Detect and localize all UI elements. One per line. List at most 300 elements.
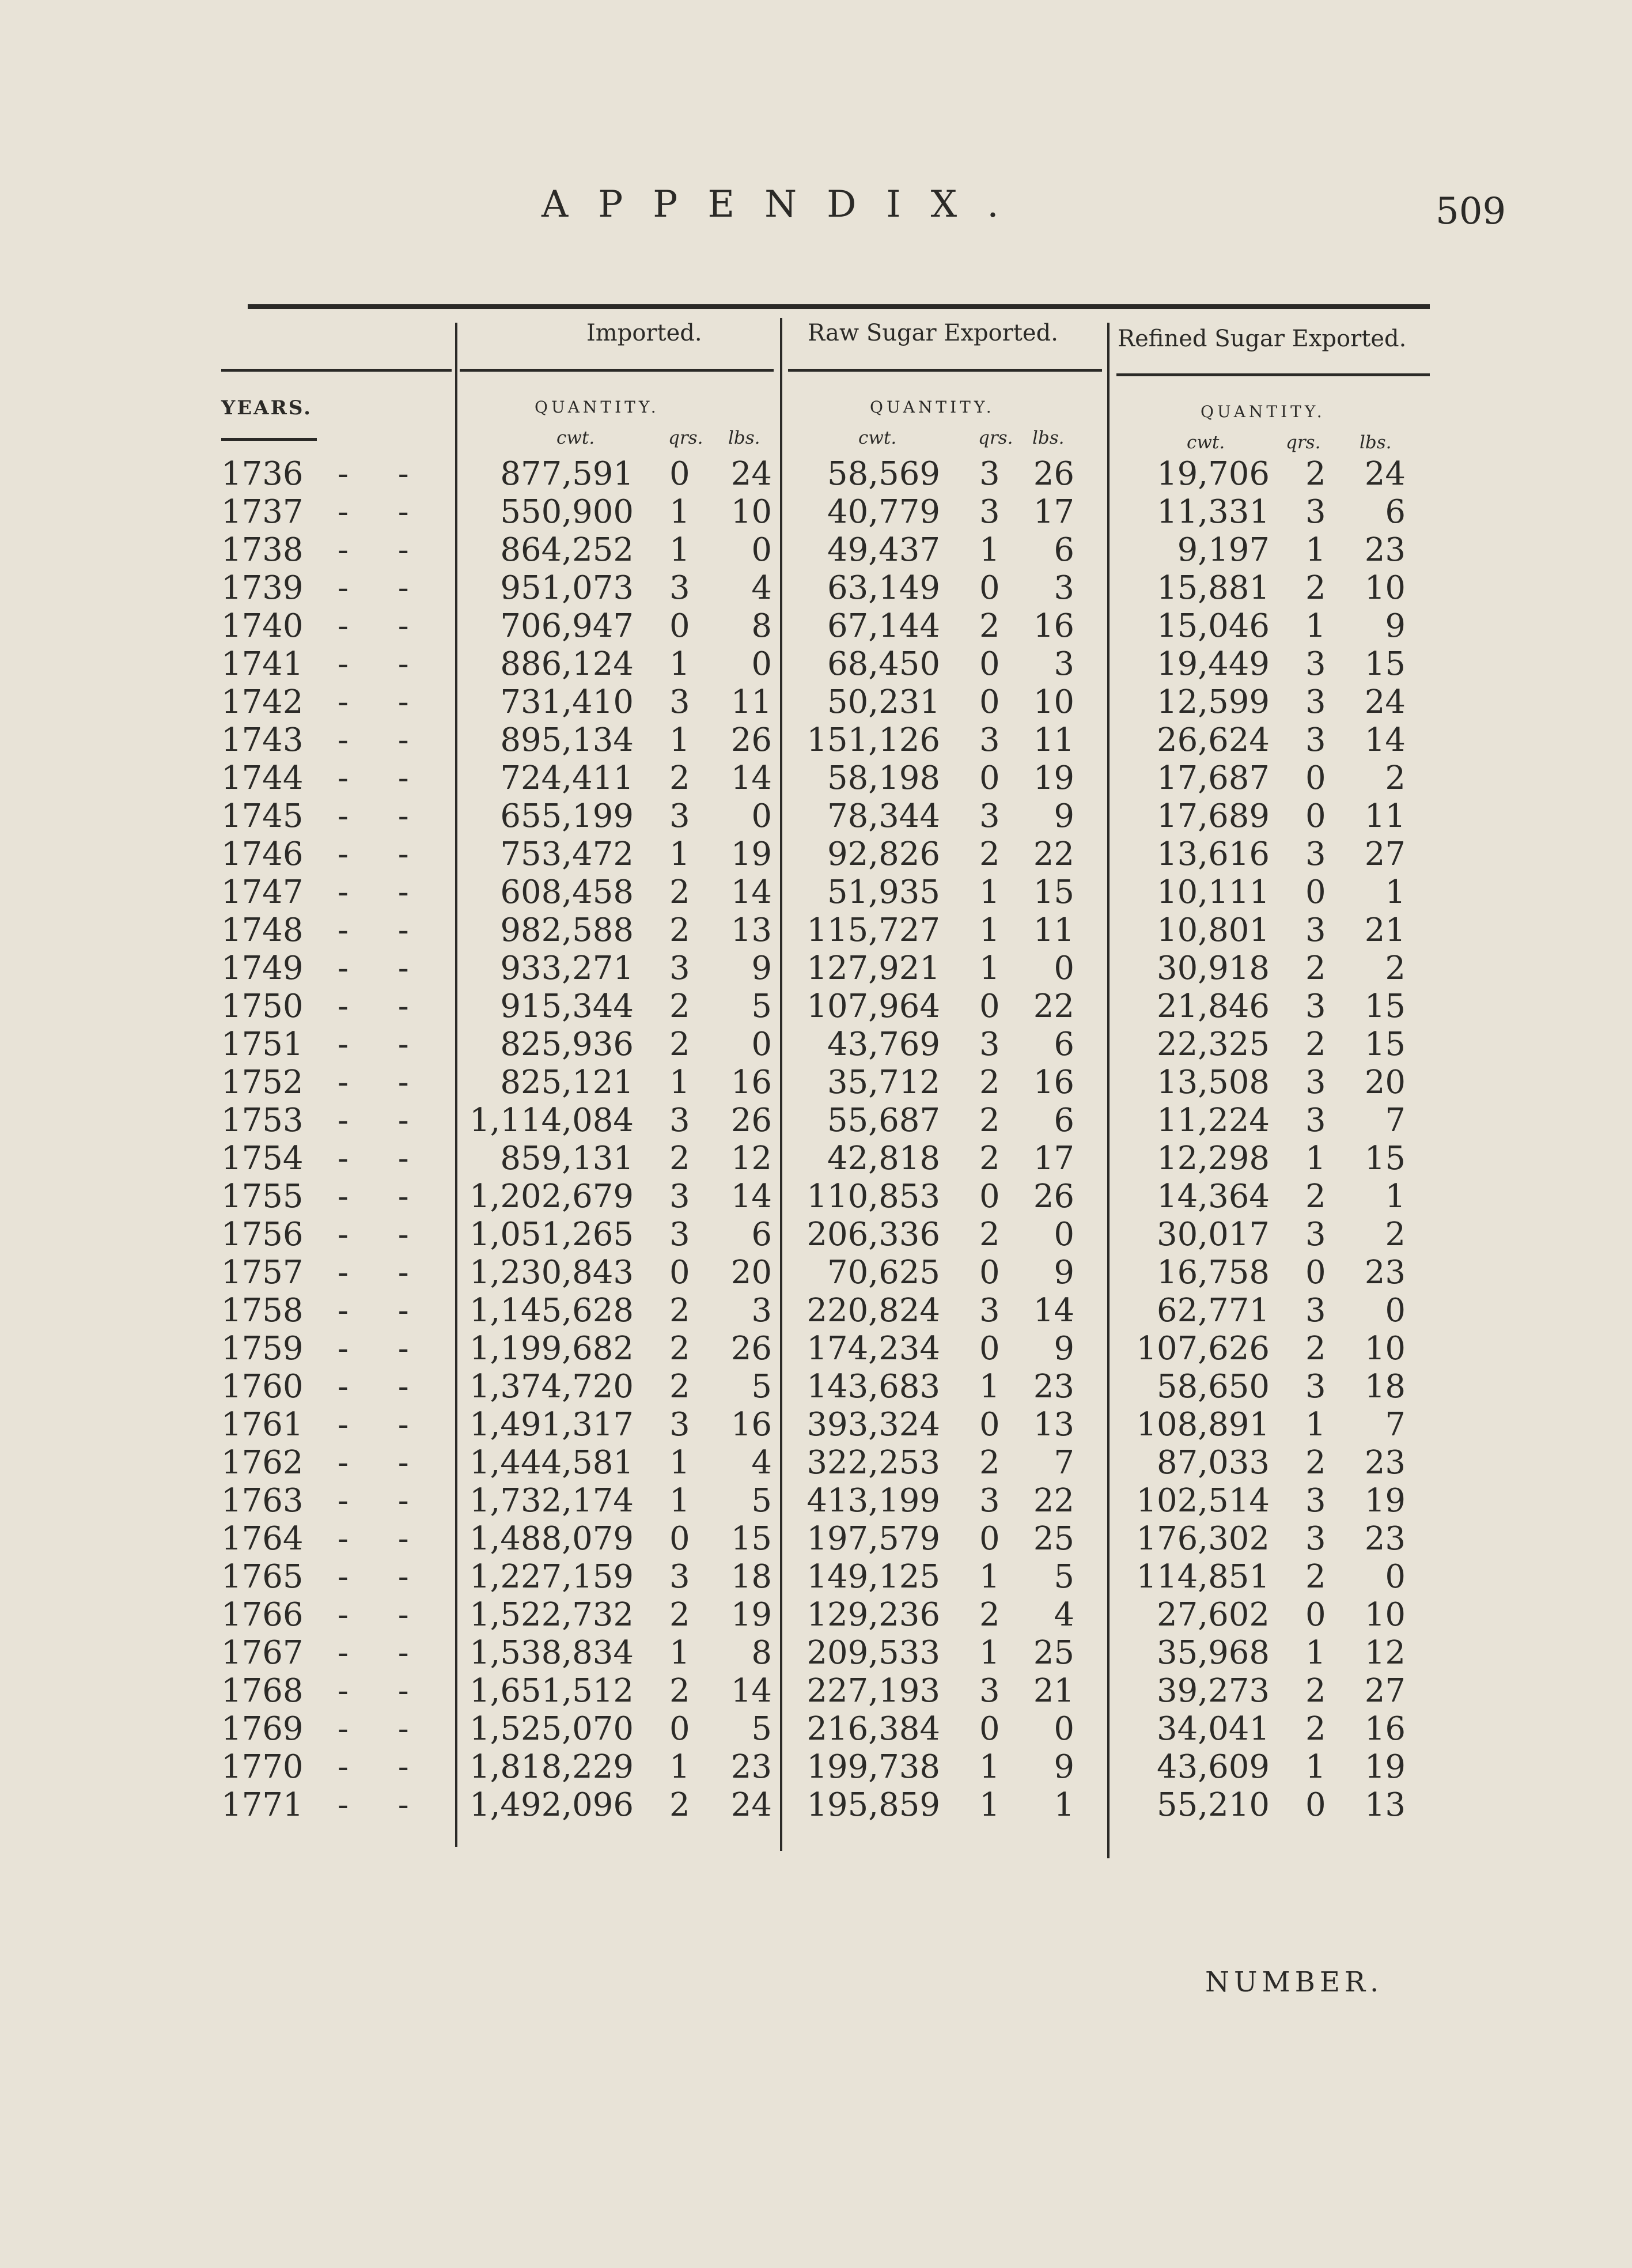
raw-cwt-cell: 110,853: [806, 1178, 940, 1215]
raw-cwt-cell: 209,533: [806, 1634, 940, 1672]
refined-qrs-cell: 2: [1305, 1444, 1326, 1481]
refined-qrs-cell: 3: [1305, 1368, 1326, 1405]
imported-cwt-cell: 1,818,229: [469, 1748, 634, 1786]
imported-qrs-cell: 0: [669, 1254, 690, 1291]
imported-lbs-cell: 8: [751, 607, 772, 645]
refined-cwt-cell: 19,449: [1157, 645, 1270, 683]
refined-lbs-cell: 10: [1364, 1330, 1406, 1367]
year-cell: 1740: [221, 607, 304, 645]
year-cell: 1762: [221, 1444, 304, 1481]
refined-lbs-cell: 0: [1385, 1558, 1406, 1596]
refined-cwt-cell: 13,616: [1157, 836, 1270, 873]
imported-qrs-cell: 2: [669, 1292, 690, 1329]
ditto-cell: - -: [338, 607, 429, 645]
refined-qrs-cell: 3: [1305, 721, 1326, 759]
refined-cwt-cell: 27,602: [1157, 1596, 1270, 1634]
unit-cwt-imported: cwt.: [556, 428, 595, 448]
imported-lbs-cell: 0: [751, 797, 772, 835]
raw-lbs-cell: 14: [1033, 1292, 1074, 1329]
refined-lbs-cell: 23: [1364, 1444, 1406, 1481]
refined-qrs-cell: 2: [1305, 1710, 1326, 1748]
imported-lbs-cell: 8: [751, 1634, 772, 1672]
page-title: APPENDIX.: [542, 183, 1029, 226]
refined-cwt-cell: 114,851: [1136, 1558, 1270, 1596]
refined-lbs-cell: 24: [1364, 683, 1406, 721]
raw-cwt-cell: 174,234: [806, 1330, 940, 1367]
raw-lbs-cell: 11: [1033, 721, 1074, 759]
refined-qrs-cell: 1: [1305, 531, 1326, 569]
refined-cwt-cell: 11,224: [1157, 1102, 1270, 1139]
year-cell: 1763: [221, 1482, 304, 1519]
raw-qrs-cell: 1: [979, 1748, 1000, 1786]
raw-qrs-cell: 3: [979, 1292, 1000, 1329]
refined-cwt-cell: 13,508: [1157, 1064, 1270, 1101]
raw-qrs-cell: 0: [979, 645, 1000, 683]
raw-lbs-cell: 1: [1054, 1786, 1074, 1824]
ditto-cell: - -: [338, 759, 429, 797]
ditto-cell: - -: [338, 721, 429, 759]
refined-cwt-cell: 22,325: [1157, 1026, 1270, 1063]
raw-qrs-cell: 2: [979, 1140, 1000, 1177]
refined-qrs-cell: 2: [1305, 950, 1326, 987]
refined-qrs-cell: 2: [1305, 1026, 1326, 1063]
refined-cwt-cell: 35,968: [1157, 1634, 1270, 1672]
ditto-cell: - -: [338, 645, 429, 683]
refined-lbs-cell: 10: [1364, 1596, 1406, 1634]
raw-cwt-cell: 55,687: [827, 1102, 940, 1139]
unit-lbs-imported: lbs.: [728, 428, 760, 448]
raw-lbs-cell: 26: [1033, 1178, 1074, 1215]
raw-cwt-cell: 227,193: [806, 1672, 940, 1710]
ditto-cell: - -: [338, 1672, 429, 1710]
ditto-cell: - -: [338, 950, 429, 987]
imported-cwt-cell: 1,522,732: [469, 1596, 634, 1634]
ditto-cell: - -: [338, 1596, 429, 1634]
table-row: [0, 1596, 1632, 1634]
refined-lbs-cell: 21: [1364, 912, 1406, 949]
imported-cwt-cell: 1,230,843: [469, 1254, 634, 1291]
imported-cwt-cell: 1,374,720: [469, 1368, 634, 1405]
refined-qrs-cell: 0: [1305, 1786, 1326, 1824]
raw-qrs-cell: 0: [979, 569, 1000, 607]
imported-lbs-cell: 0: [751, 531, 772, 569]
table-row: [0, 645, 1632, 683]
table-row: [0, 1216, 1632, 1254]
refined-lbs-cell: 15: [1364, 1026, 1406, 1063]
ditto-cell: - -: [338, 797, 429, 835]
table-row: [0, 1406, 1632, 1444]
imported-lbs-cell: 26: [730, 1102, 772, 1139]
imported-qrs-cell: 0: [669, 1520, 690, 1558]
refined-lbs-cell: 20: [1364, 1064, 1406, 1101]
ditto-cell: - -: [338, 1748, 429, 1786]
refined-qrs-cell: 3: [1305, 1102, 1326, 1139]
imported-lbs-cell: 13: [730, 912, 772, 949]
raw-lbs-cell: 16: [1033, 607, 1074, 645]
imported-lbs-cell: 16: [730, 1064, 772, 1101]
table-row: [0, 836, 1632, 874]
raw-lbs-cell: 16: [1033, 1064, 1074, 1101]
ditto-cell: - -: [338, 1140, 429, 1177]
imported-lbs-cell: 0: [751, 1026, 772, 1063]
refined-qrs-cell: 3: [1305, 1064, 1326, 1101]
refined-qrs-cell: 2: [1305, 1178, 1326, 1215]
ditto-cell: - -: [338, 1292, 429, 1329]
refined-cwt-cell: 34,041: [1157, 1710, 1270, 1748]
imported-cwt-cell: 1,488,079: [469, 1520, 634, 1558]
imported-cwt-cell: 1,491,317: [469, 1406, 634, 1443]
refined-cwt-cell: 176,302: [1136, 1520, 1270, 1558]
imported-qrs-cell: 1: [669, 1748, 690, 1786]
table-row: [0, 683, 1632, 721]
unit-qrs-raw: qrs.: [978, 428, 1013, 448]
raw-lbs-cell: 5: [1054, 1558, 1074, 1596]
imported-qrs-cell: 3: [669, 1102, 690, 1139]
raw-cwt-cell: 143,683: [806, 1368, 940, 1405]
imported-cwt-cell: 982,588: [500, 912, 634, 949]
ditto-cell: - -: [338, 1026, 429, 1063]
refined-lbs-cell: 27: [1364, 1672, 1406, 1710]
year-cell: 1754: [221, 1140, 304, 1177]
refined-lbs-cell: 11: [1364, 797, 1406, 835]
imported-qrs-cell: 3: [669, 950, 690, 987]
table-row: [0, 607, 1632, 645]
ditto-cell: - -: [338, 569, 429, 607]
ditto-cell: - -: [338, 1330, 429, 1367]
table-row: [0, 797, 1632, 836]
year-cell: 1770: [221, 1748, 304, 1786]
table-row: [0, 950, 1632, 988]
ditto-cell: - -: [338, 912, 429, 949]
raw-qrs-cell: 3: [979, 1672, 1000, 1710]
imported-qrs-cell: 0: [669, 1710, 690, 1748]
refined-cwt-cell: 55,210: [1157, 1786, 1270, 1824]
table-row: [0, 1748, 1632, 1786]
refined-qrs-cell: 3: [1305, 1292, 1326, 1329]
table-row: [0, 1292, 1632, 1330]
raw-lbs-cell: 10: [1033, 683, 1074, 721]
imported-cwt-cell: 1,199,682: [469, 1330, 634, 1367]
refined-lbs-cell: 10: [1364, 569, 1406, 607]
imported-cwt-cell: 731,410: [500, 683, 634, 721]
ditto-cell: - -: [338, 1368, 429, 1405]
refined-qrs-cell: 3: [1305, 645, 1326, 683]
raw-cwt-cell: 67,144: [827, 607, 940, 645]
raw-lbs-cell: 11: [1033, 912, 1074, 949]
raw-lbs-cell: 9: [1054, 797, 1074, 835]
year-cell: 1739: [221, 569, 304, 607]
table-row: [0, 569, 1632, 607]
raw-cwt-cell: 220,824: [806, 1292, 940, 1329]
raw-cwt-cell: 40,779: [827, 493, 940, 531]
imported-cwt-cell: 915,344: [500, 988, 634, 1025]
imported-lbs-cell: 14: [730, 1178, 772, 1215]
raw-cwt-cell: 58,569: [827, 455, 940, 493]
raw-cwt-cell: 393,324: [806, 1406, 940, 1443]
ditto-cell: - -: [338, 1102, 429, 1139]
table-row: [0, 721, 1632, 759]
imported-qrs-cell: 0: [669, 607, 690, 645]
refined-qrs-cell: 3: [1305, 493, 1326, 531]
refined-cwt-cell: 30,017: [1157, 1216, 1270, 1253]
year-cell: 1743: [221, 721, 304, 759]
imported-qrs-cell: 1: [669, 645, 690, 683]
year-cell: 1759: [221, 1330, 304, 1367]
raw-qrs-cell: 2: [979, 1102, 1000, 1139]
raw-cwt-cell: 92,826: [827, 836, 940, 873]
header-rule-refined: [1116, 373, 1430, 376]
refined-lbs-cell: 7: [1385, 1406, 1406, 1443]
ditto-cell: - -: [338, 1444, 429, 1481]
refined-cwt-cell: 11,331: [1157, 493, 1270, 531]
raw-lbs-cell: 22: [1033, 988, 1074, 1025]
raw-cwt-cell: 129,236: [806, 1596, 940, 1634]
refined-lbs-cell: 19: [1364, 1482, 1406, 1519]
refined-cwt-cell: 15,881: [1157, 569, 1270, 607]
imported-cwt-cell: 655,199: [500, 797, 634, 835]
ditto-cell: - -: [338, 1254, 429, 1291]
raw-lbs-cell: 3: [1054, 569, 1074, 607]
raw-lbs-cell: 4: [1054, 1596, 1074, 1634]
raw-cwt-cell: 70,625: [827, 1254, 940, 1291]
imported-cwt-cell: 825,936: [500, 1026, 634, 1063]
raw-lbs-cell: 22: [1033, 836, 1074, 873]
table-row: [0, 988, 1632, 1026]
refined-cwt-cell: 30,918: [1157, 950, 1270, 987]
refined-cwt-cell: 87,033: [1157, 1444, 1270, 1481]
refined-cwt-cell: 58,650: [1157, 1368, 1270, 1405]
raw-cwt-cell: 149,125: [806, 1558, 940, 1596]
raw-qrs-cell: 2: [979, 836, 1000, 873]
ditto-cell: - -: [338, 531, 429, 569]
raw-cwt-cell: 50,231: [827, 683, 940, 721]
raw-qrs-cell: 1: [979, 912, 1000, 949]
raw-cwt-cell: 78,344: [827, 797, 940, 835]
raw-cwt-cell: 206,336: [806, 1216, 940, 1253]
imported-qrs-cell: 0: [669, 455, 690, 493]
raw-lbs-cell: 13: [1033, 1406, 1074, 1443]
imported-cwt-cell: 550,900: [500, 493, 634, 531]
table-row: [0, 1064, 1632, 1102]
refined-lbs-cell: 14: [1364, 721, 1406, 759]
imported-qrs-cell: 2: [669, 1368, 690, 1405]
refined-cwt-cell: 26,624: [1157, 721, 1270, 759]
imported-cwt-cell: 886,124: [500, 645, 634, 683]
imported-cwt-cell: 1,651,512: [469, 1672, 634, 1710]
raw-lbs-cell: 3: [1054, 645, 1074, 683]
raw-cwt-cell: 115,727: [806, 912, 940, 949]
imported-lbs-cell: 20: [730, 1254, 772, 1291]
refined-qrs-cell: 1: [1305, 1748, 1326, 1786]
raw-lbs-cell: 21: [1033, 1672, 1074, 1710]
ditto-cell: - -: [338, 1178, 429, 1215]
raw-lbs-cell: 23: [1033, 1368, 1074, 1405]
refined-cwt-cell: 17,687: [1157, 759, 1270, 797]
year-cell: 1745: [221, 797, 304, 835]
header-rule-years: [221, 369, 452, 372]
header-rule-raw: [788, 369, 1102, 372]
refined-lbs-cell: 6: [1385, 493, 1406, 531]
raw-qrs-cell: 0: [979, 1520, 1000, 1558]
refined-lbs-cell: 27: [1364, 836, 1406, 873]
imported-lbs-cell: 24: [730, 1786, 772, 1824]
imported-qrs-cell: 3: [669, 1558, 690, 1596]
imported-qrs-cell: 1: [669, 1634, 690, 1672]
year-cell: 1753: [221, 1102, 304, 1139]
imported-cwt-cell: 895,134: [500, 721, 634, 759]
raw-cwt-cell: 35,712: [827, 1064, 940, 1101]
catchword: NUMBER.: [1205, 1966, 1384, 1998]
ditto-cell: - -: [338, 1634, 429, 1672]
imported-lbs-cell: 14: [730, 759, 772, 797]
imported-qrs-cell: 2: [669, 874, 690, 911]
refined-lbs-cell: 15: [1364, 988, 1406, 1025]
ditto-cell: - -: [338, 1406, 429, 1443]
imported-cwt-cell: 1,202,679: [469, 1178, 634, 1215]
imported-lbs-cell: 11: [730, 683, 772, 721]
raw-qrs-cell: 0: [979, 1254, 1000, 1291]
refined-cwt-cell: 107,626: [1136, 1330, 1270, 1367]
ditto-cell: - -: [338, 836, 429, 873]
refined-lbs-cell: 7: [1385, 1102, 1406, 1139]
refined-lbs-cell: 2: [1385, 950, 1406, 987]
raw-lbs-cell: 19: [1033, 759, 1074, 797]
ditto-cell: - -: [338, 1520, 429, 1558]
unit-lbs-raw: lbs.: [1032, 428, 1065, 448]
imported-qrs-cell: 1: [669, 1482, 690, 1519]
refined-cwt-cell: 15,046: [1157, 607, 1270, 645]
raw-qrs-cell: 1: [979, 1368, 1000, 1405]
raw-lbs-cell: 0: [1054, 950, 1074, 987]
raw-qrs-cell: 1: [979, 1786, 1000, 1824]
refined-qrs-cell: 2: [1305, 455, 1326, 493]
imported-lbs-cell: 0: [751, 645, 772, 683]
raw-qrs-cell: 1: [979, 950, 1000, 987]
imported-qrs-cell: 3: [669, 1216, 690, 1253]
year-cell: 1769: [221, 1710, 304, 1748]
raw-lbs-cell: 17: [1033, 1140, 1074, 1177]
refined-lbs-cell: 1: [1385, 1178, 1406, 1215]
raw-qrs-cell: 2: [979, 607, 1000, 645]
table-row: [0, 1140, 1632, 1178]
raw-cwt-cell: 151,126: [806, 721, 940, 759]
imported-lbs-cell: 26: [730, 1330, 772, 1367]
refined-cwt-cell: 12,599: [1157, 683, 1270, 721]
refined-cwt-cell: 62,771: [1157, 1292, 1270, 1329]
imported-lbs-cell: 4: [751, 569, 772, 607]
refined-lbs-cell: 24: [1364, 455, 1406, 493]
table-row: [0, 1634, 1632, 1672]
ditto-cell: - -: [338, 988, 429, 1025]
imported-qrs-cell: 2: [669, 1026, 690, 1063]
imported-cwt-cell: 1,227,159: [469, 1558, 634, 1596]
imported-cwt-cell: 724,411: [500, 759, 634, 797]
raw-lbs-cell: 6: [1054, 531, 1074, 569]
imported-cwt-cell: 1,145,628: [469, 1292, 634, 1329]
raw-qrs-cell: 2: [979, 1444, 1000, 1481]
imported-lbs-cell: 10: [730, 493, 772, 531]
refined-qrs-cell: 1: [1305, 607, 1326, 645]
raw-qrs-cell: 1: [979, 1558, 1000, 1596]
imported-lbs-cell: 19: [730, 836, 772, 873]
refined-lbs-cell: 16: [1364, 1710, 1406, 1748]
raw-qrs-cell: 1: [979, 1634, 1000, 1672]
ditto-cell: - -: [338, 455, 429, 493]
year-cell: 1757: [221, 1254, 304, 1291]
imported-cwt-cell: 864,252: [500, 531, 634, 569]
year-cell: 1758: [221, 1292, 304, 1329]
imported-qrs-cell: 3: [669, 569, 690, 607]
table-row: [0, 759, 1632, 797]
refined-cwt-cell: 9,197: [1177, 531, 1270, 569]
imported-cwt-cell: 1,444,581: [469, 1444, 634, 1481]
raw-qrs-cell: 0: [979, 1406, 1000, 1443]
years-header: YEARS.: [221, 396, 313, 419]
table-row: [0, 493, 1632, 531]
imported-cwt-cell: 1,051,265: [469, 1216, 634, 1253]
raw-lbs-cell: 6: [1054, 1026, 1074, 1063]
refined-lbs-cell: 12: [1364, 1634, 1406, 1672]
imported-qrs-cell: 2: [669, 759, 690, 797]
table-row: [0, 912, 1632, 950]
refined-cwt-cell: 14,364: [1157, 1178, 1270, 1215]
table-row: [0, 1444, 1632, 1482]
table-row: [0, 1330, 1632, 1368]
year-cell: 1747: [221, 874, 304, 911]
refined-qrs-cell: 1: [1305, 1406, 1326, 1443]
refined-lbs-cell: 2: [1385, 759, 1406, 797]
raw-cwt-cell: 42,818: [827, 1140, 940, 1177]
refined-lbs-cell: 9: [1385, 607, 1406, 645]
refined-qrs-cell: 1: [1305, 1634, 1326, 1672]
raw-cwt-cell: 63,149: [827, 569, 940, 607]
raw-lbs-cell: 26: [1033, 455, 1074, 493]
raw-lbs-cell: 22: [1033, 1482, 1074, 1519]
group-header-raw: Raw Sugar Exported.: [808, 320, 1058, 346]
imported-lbs-cell: 23: [730, 1748, 772, 1786]
imported-qrs-cell: 1: [669, 1444, 690, 1481]
raw-cwt-cell: 68,450: [827, 645, 940, 683]
raw-lbs-cell: 15: [1033, 874, 1074, 911]
raw-qrs-cell: 3: [979, 797, 1000, 835]
raw-qrs-cell: 0: [979, 1330, 1000, 1367]
imported-lbs-cell: 15: [730, 1520, 772, 1558]
unit-lbs-refined: lbs.: [1360, 432, 1392, 453]
refined-qrs-cell: 1: [1305, 1140, 1326, 1177]
refined-qrs-cell: 3: [1305, 683, 1326, 721]
raw-cwt-cell: 195,859: [806, 1786, 940, 1824]
imported-qrs-cell: 2: [669, 912, 690, 949]
raw-qrs-cell: 0: [979, 1178, 1000, 1215]
ditto-cell: - -: [338, 1482, 429, 1519]
year-cell: 1765: [221, 1558, 304, 1596]
imported-qrs-cell: 1: [669, 1064, 690, 1101]
refined-qrs-cell: 0: [1305, 1254, 1326, 1291]
imported-qrs-cell: 1: [669, 531, 690, 569]
refined-cwt-cell: 19,706: [1157, 455, 1270, 493]
quantity-header-refined: QUANTITY.: [1201, 402, 1326, 421]
raw-lbs-cell: 25: [1033, 1520, 1074, 1558]
year-cell: 1767: [221, 1634, 304, 1672]
imported-lbs-cell: 5: [751, 1710, 772, 1748]
imported-cwt-cell: 951,073: [500, 569, 634, 607]
raw-cwt-cell: 51,935: [827, 874, 940, 911]
refined-lbs-cell: 13: [1364, 1786, 1406, 1824]
raw-qrs-cell: 3: [979, 1482, 1000, 1519]
year-cell: 1750: [221, 988, 304, 1025]
ditto-cell: - -: [338, 1558, 429, 1596]
table-row: [0, 1520, 1632, 1558]
